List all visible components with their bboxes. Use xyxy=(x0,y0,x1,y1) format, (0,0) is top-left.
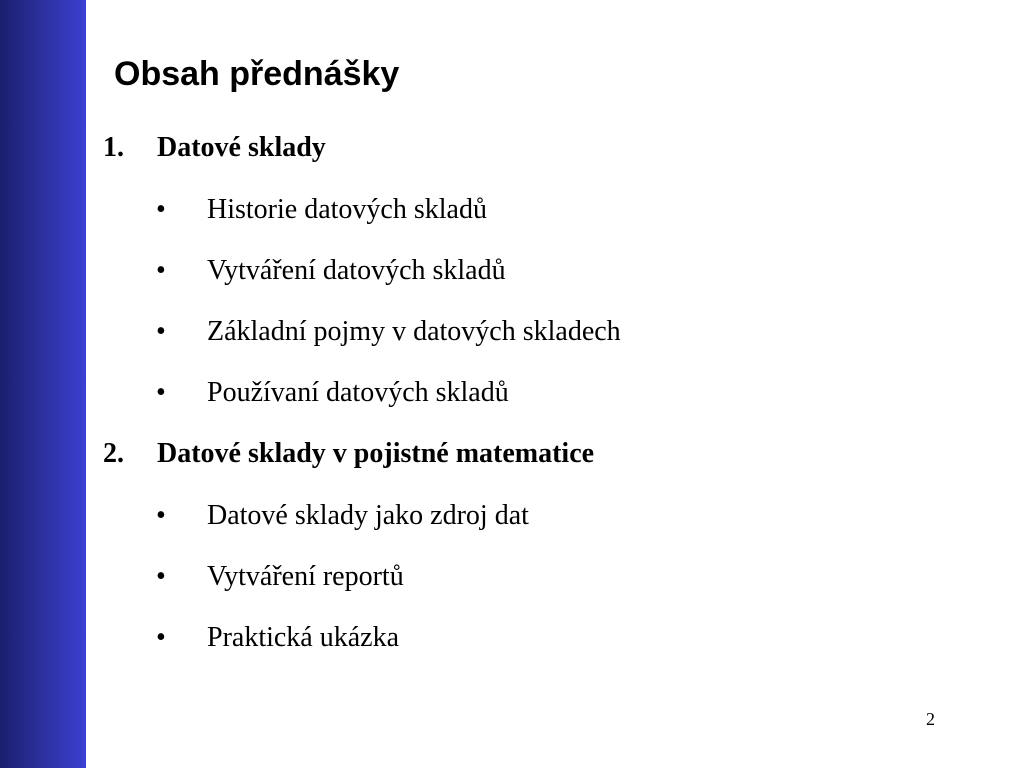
bullet-icon: • xyxy=(156,255,166,286)
page-number: 2 xyxy=(926,709,935,729)
list-item-text: Datové sklady jako zdroj dat xyxy=(207,500,529,531)
section-title: Datové sklady v pojistné matematice xyxy=(157,438,595,469)
bullet-icon: • xyxy=(156,622,166,653)
section-title: Datové sklady xyxy=(157,132,326,163)
slide-title: Obsah přednášky xyxy=(114,55,400,93)
list-item-text: Vytváření datových skladů xyxy=(207,255,506,286)
list-item-text: Vytváření reportů xyxy=(207,561,404,592)
section-number: 1. xyxy=(103,132,124,163)
list-item-text: Historie datových skladů xyxy=(207,194,487,225)
bullet-icon: • xyxy=(156,316,166,347)
list-item-text: Základní pojmy v datových skladech xyxy=(207,316,621,347)
side-bar-decoration xyxy=(0,0,86,768)
bullet-icon: • xyxy=(156,561,166,592)
list-item-text: Používaní datových skladů xyxy=(207,377,509,408)
bullet-icon: • xyxy=(156,500,166,531)
bullet-icon: • xyxy=(156,194,166,225)
section-number: 2. xyxy=(103,438,124,469)
bullet-icon: • xyxy=(156,377,166,408)
list-item-text: Praktická ukázka xyxy=(207,622,400,653)
